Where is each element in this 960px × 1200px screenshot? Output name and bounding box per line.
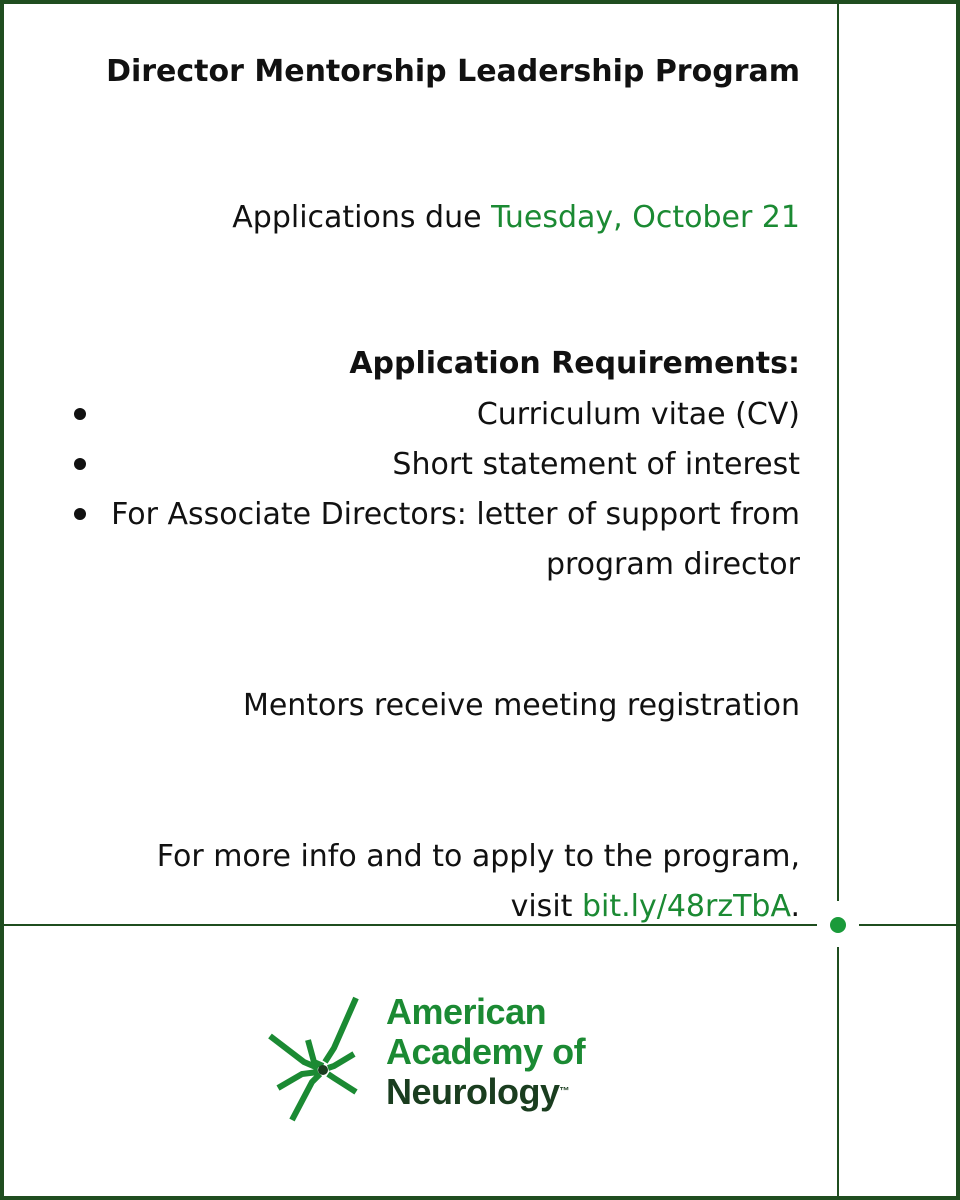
list-item bbox=[60, 440, 800, 490]
bullet-icon bbox=[74, 408, 86, 420]
info-suffix: . bbox=[790, 889, 800, 924]
requirements-heading: Application Requirements: bbox=[349, 346, 800, 381]
neuron-icon bbox=[268, 992, 378, 1126]
logo-line-academy: Academy of bbox=[386, 1031, 586, 1072]
aan-logo bbox=[268, 992, 668, 1132]
trademark-mark: ™ bbox=[559, 1086, 570, 1097]
info-link-line bbox=[60, 882, 800, 932]
deadline-date: Tuesday, October 21 bbox=[491, 200, 800, 235]
info-line: For more info and to apply to the program, bbox=[156, 839, 800, 874]
requirement-text: Short statement of interest bbox=[392, 447, 800, 482]
requirements-list bbox=[60, 390, 800, 590]
list-item bbox=[60, 390, 800, 440]
horizontal-divider-right bbox=[859, 924, 956, 926]
bullet-icon bbox=[74, 508, 86, 520]
list-item bbox=[60, 490, 800, 590]
requirement-text: Curriculum vitae (CV) bbox=[476, 397, 800, 432]
logo-line-neurology bbox=[386, 1072, 585, 1112]
page-title: Director Mentorship Leadership Program bbox=[106, 54, 800, 89]
logo-wordmark bbox=[386, 992, 585, 1112]
more-info bbox=[60, 832, 800, 932]
program-link[interactable]: bit.ly/48rzTbA bbox=[581, 889, 791, 924]
mentors-note: Mentors receive meeting registration bbox=[242, 688, 800, 723]
logo-neurology-text: Neurology bbox=[386, 1071, 560, 1112]
divider-dot bbox=[830, 917, 846, 933]
requirement-text: For Associate Directors: letter of support from program director bbox=[111, 497, 800, 582]
application-deadline bbox=[60, 196, 800, 240]
bullet-icon bbox=[74, 458, 86, 470]
deadline-prefix: Applications due bbox=[232, 200, 492, 235]
info-prefix: visit bbox=[510, 889, 582, 924]
logo-line-american: American bbox=[386, 991, 547, 1032]
vertical-divider bbox=[837, 4, 839, 1196]
